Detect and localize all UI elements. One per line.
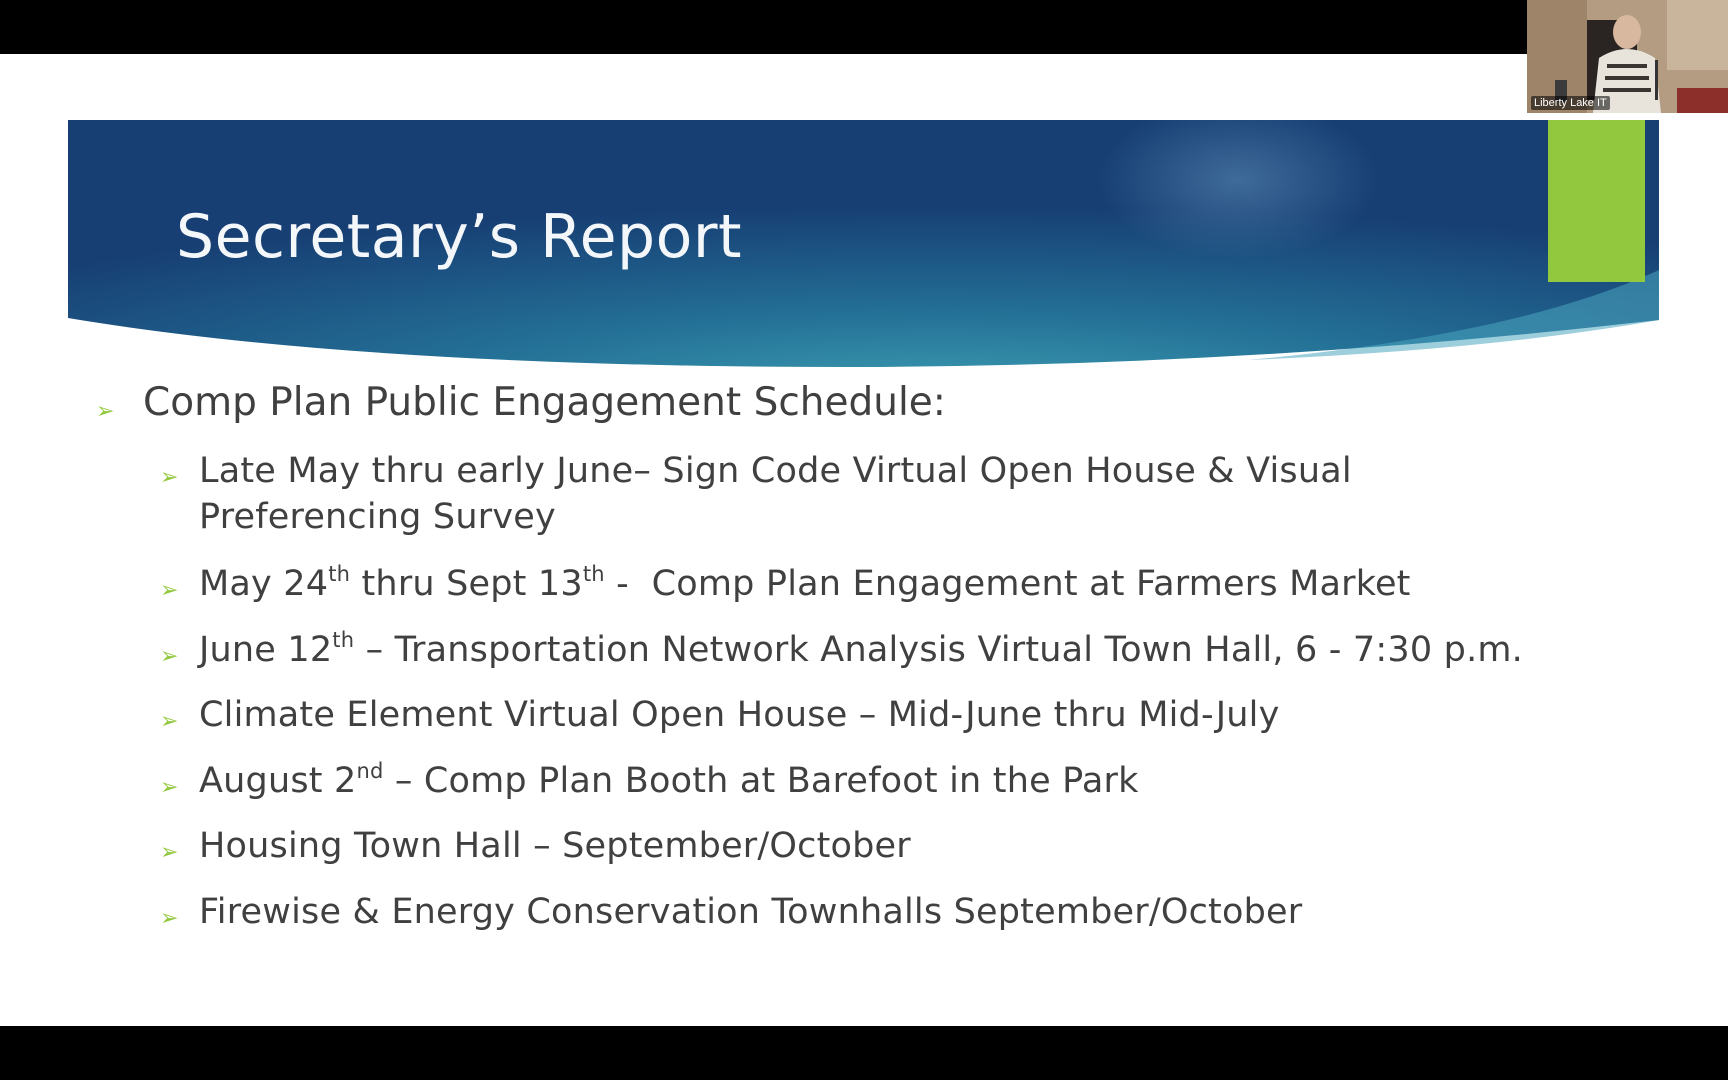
presentation-slide — [0, 54, 1728, 1026]
bullet-text: Housing Town Hall – September/October — [199, 826, 911, 866]
ordinal-suffix: nd — [356, 759, 384, 783]
ordinal-suffix: th — [328, 562, 351, 586]
ordinal-suffix: th — [582, 562, 605, 586]
bullet-text: May 24th thru Sept 13th - Comp Plan Engagement at Farmers Market — [199, 562, 1411, 604]
bullet-item-level1 — [143, 380, 946, 426]
slide-title: Secretary’s Report — [176, 202, 743, 272]
bullet-text: Comp Plan Public Engagement Schedule: — [143, 380, 946, 425]
bullet-arrow-icon: ➢ — [160, 775, 179, 800]
participant-video-tile[interactable] — [1527, 0, 1728, 113]
bullet-text: June 12th – Transportation Network Analysis Virtual Town Hall, 6 - 7:30 p.m. — [199, 628, 1524, 670]
bullet-item-level2 — [199, 889, 1619, 935]
bullet-arrow-icon: ➢ — [160, 906, 179, 931]
bullet-arrow-icon: ➢ — [160, 578, 179, 603]
bullet-text: August 2nd – Comp Plan Booth at Barefoot in the Park — [199, 759, 1139, 801]
bullet-arrow-icon: ➢ — [160, 644, 179, 669]
bullet-arrow-icon: ➢ — [160, 840, 179, 865]
bullet-arrow-icon: ➢ — [160, 465, 179, 490]
bullet-arrow-icon: ➢ — [96, 399, 115, 424]
bullet-text: Late May thru early June– Sign Code Virtual Open House & Visual — [199, 451, 1352, 491]
bullet-text: Firewise & Energy Conservation Townhalls September/October — [199, 892, 1303, 932]
bullet-item-level2 — [199, 758, 1619, 804]
bullet-arrow-icon: ➢ — [160, 709, 179, 734]
bullet-item-level2 — [199, 627, 1619, 673]
bullet-item-level2 — [199, 823, 1619, 869]
ordinal-suffix: th — [332, 628, 355, 652]
bullet-item-level2 — [199, 692, 1619, 738]
bullet-item-level2 — [199, 561, 1619, 607]
title-banner — [68, 120, 1659, 380]
bullet-text-continuation: Preferencing Survey — [199, 497, 556, 537]
bullet-text: Climate Element Virtual Open House – Mid-June thru Mid-July — [199, 695, 1280, 735]
participant-name-label: Liberty Lake IT — [1531, 96, 1610, 110]
accent-bar — [1548, 120, 1645, 282]
bullet-item-level2 — [199, 448, 1619, 540]
